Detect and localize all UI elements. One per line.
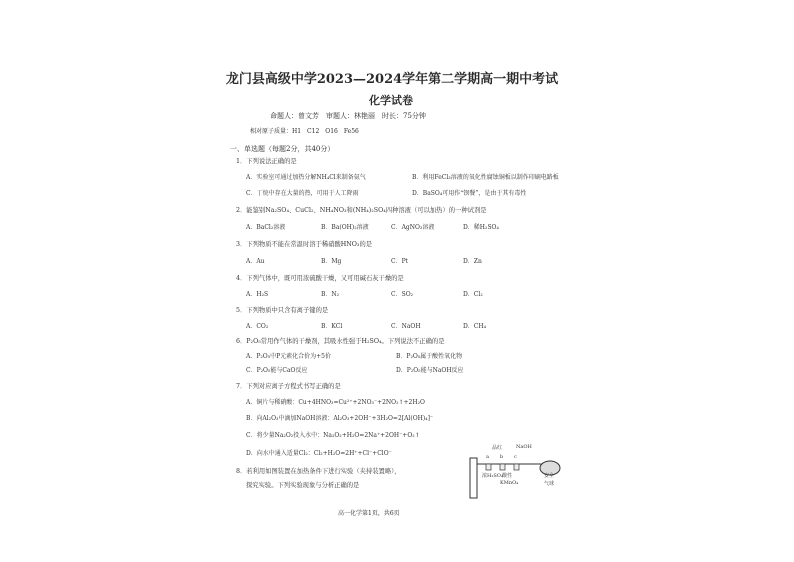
question-1-options-row2 — [246, 188, 526, 197]
apparatus-diagram — [464, 444, 564, 504]
option-d: D．Cl₂ — [463, 291, 483, 298]
exam-title: 龙门县高级中学2023—2024学年第二学期高一期中考试 — [225, 72, 559, 87]
option-b: B．Ba(OH)₂溶液 — [321, 224, 369, 231]
label-acid: 浓H₂SO₄ — [482, 473, 503, 479]
question-2-options — [246, 222, 499, 231]
label-b: b — [500, 454, 504, 460]
option-b: B．Mg — [321, 258, 342, 265]
exam-subtitle: 化学试卷 — [369, 94, 413, 107]
option-a: A．Au — [246, 258, 265, 265]
option-c: C．AgNO₃溶液 — [391, 224, 435, 231]
option-c: C．P₂O₅能与CaO反应 — [246, 367, 308, 374]
option-d: D．BaSO₄可用作“钡餐”，是由于其有毒性 — [412, 190, 527, 197]
option-c: C．SO₂ — [391, 291, 414, 298]
option-b: B．向Al₂O₃中滴加NaOH溶液：Al₂O₃+2OH⁻+3H₂O=2[Al(OH)₄]⁻ — [246, 415, 434, 422]
test-tube — [470, 458, 477, 498]
question-6: 6．P₂O₅常用作气体的干燥剂，其吸水性强于H₂SO₄。下列说法不正确的是 — [236, 338, 445, 345]
question-2: 2．能鉴别Na₂SO₄、CuCl₂、NH₄NO₃和(NH₄)₂SO₄四种溶液（可以加热）的一种试剂是 — [236, 207, 487, 214]
option-c: C．NaOH — [391, 323, 421, 330]
question-3: 3．下列物质不能在常温时溶于稀硝酸HNO₃的是 — [236, 241, 373, 248]
cotton-c — [514, 464, 519, 470]
cotton-a — [486, 464, 491, 470]
cotton-b — [500, 464, 505, 470]
option-a: A．实验室可通过加热分解NH₄Cl来制备氨气 — [246, 174, 366, 181]
question-6-options-row1 — [246, 351, 462, 360]
label-acidic: 酸性 — [502, 473, 513, 479]
label-kmno4: KMnO₄ — [500, 480, 519, 486]
question-1-options-row1 — [246, 172, 559, 181]
option-b: B．P₂O₅属于酸性氧化物 — [396, 353, 463, 360]
question-8: 8．若利用如图装置在加热条件下进行实验（夹持装置略）， — [236, 468, 401, 475]
option-d: D．稀H₂SO₄ — [463, 224, 499, 231]
option-d: D．向水中通入适量Cl₂：Cl₂+H₂O=2H⁺+Cl⁻+ClO⁻ — [246, 450, 392, 457]
label-balloon: 气球 — [544, 481, 555, 487]
label-c: c — [514, 454, 517, 460]
question-5: 5．下列物质中只含有离子键的是 — [236, 307, 329, 314]
label-a: a — [486, 454, 489, 460]
question-8-continued: 探究实验。下列实验现象与分析正确的是 — [246, 482, 360, 489]
option-a: A．铜片与稀硝酸：Cu+4HNO₃=Cu²⁺+2NO₃⁻+2NO₂↑+2H₂O — [246, 399, 425, 406]
option-a: A．H₂S — [246, 291, 269, 298]
question-5-options — [246, 321, 486, 330]
option-a: A．P₂O₅中P元素化合价为+5价 — [246, 353, 331, 360]
exam-meta: 命题人：曾文芳 审题人：林艳丽 时长：75分钟 — [270, 112, 426, 120]
question-7: 7．下列对应离子方程式书写正确的是 — [236, 383, 341, 390]
atomic-masses: 相对原子质量：H1 C12 O16 Fe56 — [250, 128, 359, 135]
section-heading: 一、单选题（每题2分，共40分） — [230, 145, 335, 153]
option-c: C．将少量Na₂O₂投入水中：Na₂O₂+H₂O=2Na⁺+2OH⁻+O₂↑ — [246, 432, 420, 439]
page-footer: 高一化学第1页，共6页 — [338, 510, 400, 517]
option-b: B．KCl — [321, 323, 343, 330]
option-c: C．丁烷中存在大量的热，可用于人工降雨 — [246, 190, 359, 197]
question-4-options — [246, 289, 483, 298]
option-d: D．Zn — [463, 258, 482, 265]
label-pinhong: 品红 — [492, 445, 503, 451]
option-b: B．N₂ — [321, 291, 340, 298]
question-6-options-row2 — [246, 365, 464, 374]
label-naoh: NaOH — [516, 444, 532, 450]
option-d: D．P₂O₅能与NaOH反应 — [396, 367, 464, 374]
option-a: A．BaCl₂溶液 — [246, 224, 286, 231]
option-a: A．CO₂ — [246, 323, 269, 330]
option-b: B．利用FeCl₃溶液的氧化性腐蚀铜板以制作印刷电路板 — [412, 174, 559, 181]
option-d: D．CH₄ — [463, 323, 487, 330]
option-c: C．Pt — [391, 258, 409, 265]
question-3-options — [246, 256, 482, 265]
label-safety: 安全 — [544, 473, 555, 479]
question-1: 1．下列说法正确的是 — [236, 158, 297, 165]
question-4: 4．下列气体中，既可用浓硫酸干燥，又可用碱石灰干燥的是 — [236, 275, 404, 282]
